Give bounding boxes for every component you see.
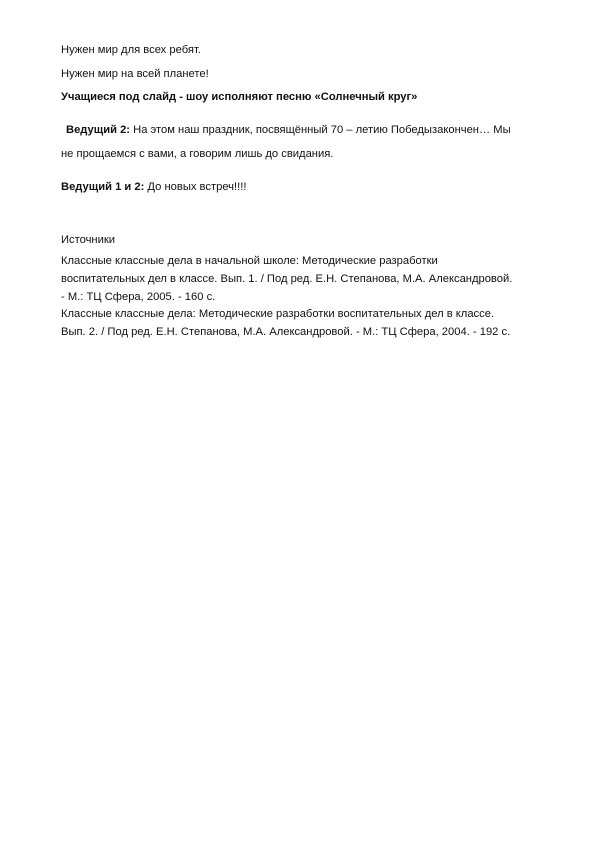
source1-line-1: Классные классные дела в начальной школе: Методические разработки bbox=[61, 255, 438, 267]
host2-paragraph bbox=[66, 123, 511, 137]
source2-line-2: Вып. 2. / Под ред. Е.Н. Степанова, М.А. Александровой. - М.: ТЦ Сфера, 2004. - 192 с. bbox=[61, 326, 511, 338]
host2-text-continued: не прощаемся с вами, а говорим лишь до свидания. bbox=[61, 148, 334, 160]
host12-label: Ведущий 1 и 2: bbox=[61, 181, 145, 193]
host12-paragraph bbox=[61, 180, 246, 194]
sources-heading: Источники bbox=[61, 234, 116, 246]
source1-line-3: - М.: ТЦ Сфера, 2005. - 160 с. bbox=[61, 291, 216, 303]
source1-line-2: воспитательных дел в классе. Вып. 1. / Под ред. Е.Н. Степанова, М.А. Александровой. bbox=[61, 273, 513, 285]
stage-direction: Учащиеся под слайд - шоу исполняют песню «Солнечный круг» bbox=[61, 91, 418, 103]
source2-line-1: Классные классные дела: Методические разработки воспитательных дел в классе. bbox=[61, 308, 495, 320]
host2-label: Ведущий 2: bbox=[66, 124, 131, 136]
host2-text: На этом наш праздник, посвящённый 70 – летию Победызакончен… Мы bbox=[130, 124, 511, 136]
verse-line-2: Нужен мир на всей планете! bbox=[61, 68, 209, 80]
verse-line-1: Нужен мир для всех ребят. bbox=[61, 44, 201, 56]
host12-text: До новых встреч!!!! bbox=[144, 181, 247, 193]
